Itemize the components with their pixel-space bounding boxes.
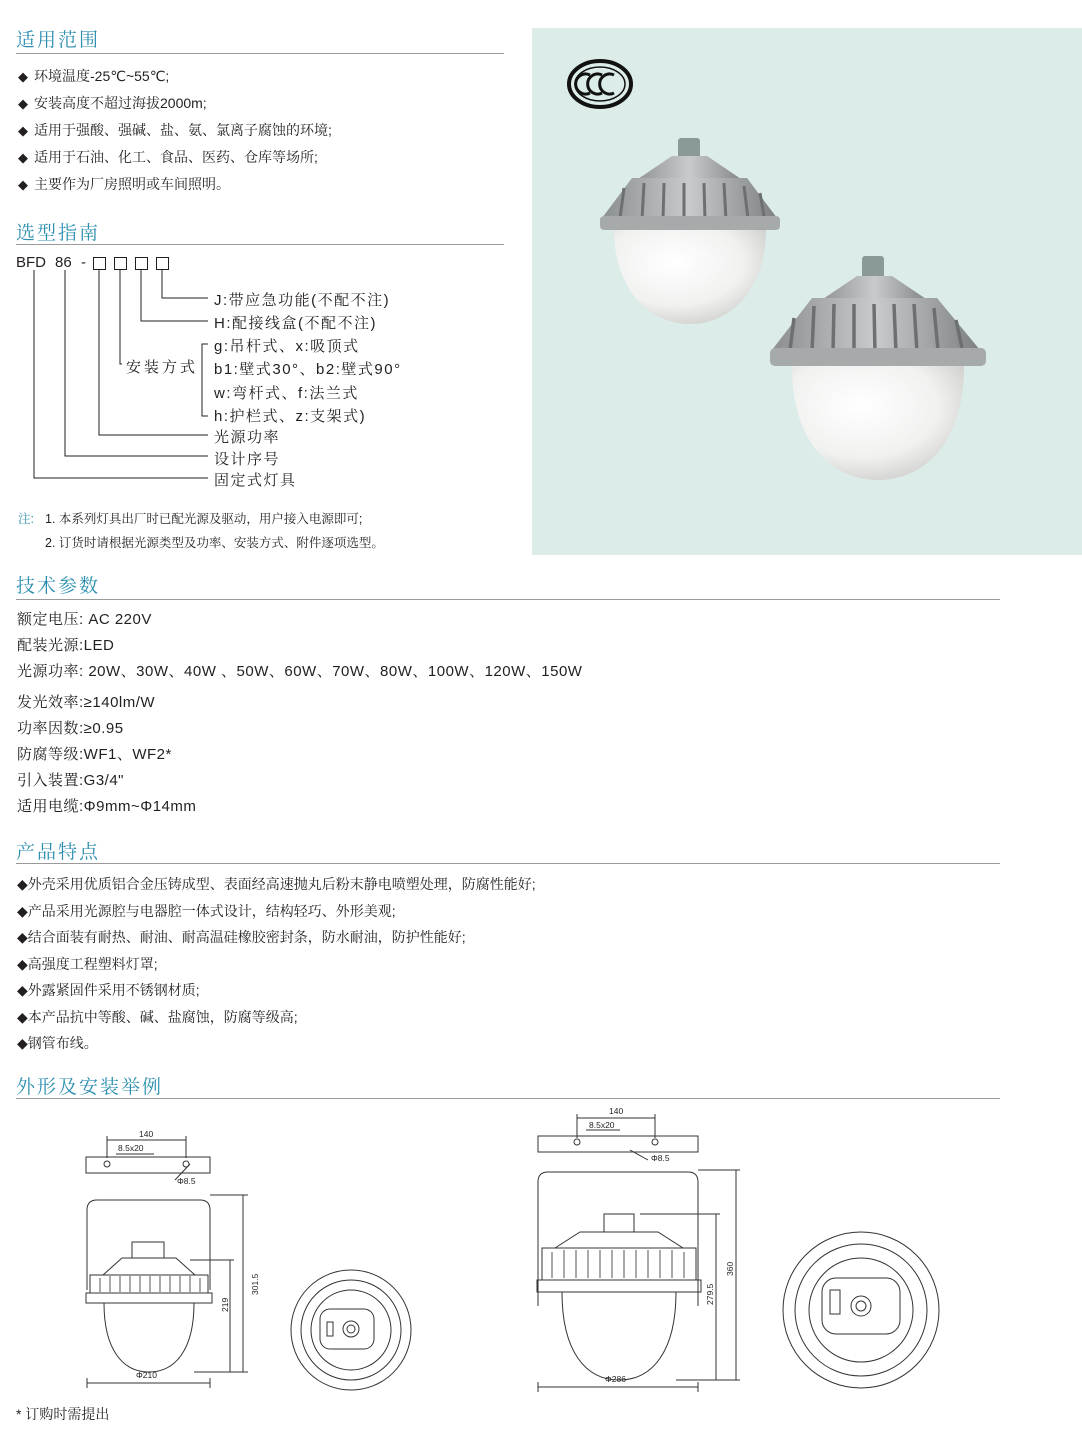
dim-large-hole: Φ8.5 (651, 1153, 670, 1163)
list-item: ◆产品采用光源腔与电器腔一体式设计，结构轻巧、外形美观; (17, 902, 396, 919)
model-dash: - (81, 254, 88, 271)
list-item: ◆ 适用于石油、化工、食品、医药、仓库等场所; (18, 144, 332, 171)
dim-large-body: 279.5 (705, 1283, 715, 1305)
footnote: * 订购时需提出 (16, 1406, 110, 1422)
spec-item: 功率因数:≥0.95 (17, 720, 124, 737)
dim-small-body: 219 (220, 1297, 230, 1312)
spec-item: 额定电压: AC 220V (17, 611, 152, 628)
tech-rule (16, 599, 1000, 600)
option-j: J:带应急功能(不配不注) (214, 292, 391, 309)
diamond-bullet-icon: ◆ (17, 876, 28, 892)
list-item: ◆外露紧固件采用不锈钢材质; (17, 982, 200, 998)
diamond-bullet-icon: ◆ (17, 1035, 28, 1051)
option-hz: h:护栏式、z:支架式) (214, 408, 367, 425)
dim-small-width: 140 (139, 1129, 154, 1139)
model-number: 86 (55, 254, 72, 271)
spec-item: 光源功率: 20W、30W、40W 、50W、60W、70W、80W、100W、120W、150W (17, 663, 583, 680)
option-b: b1:壁式30°、b2:壁式90° (214, 361, 402, 378)
scope-title: 适用范围 (16, 30, 101, 51)
list-item: ◆ 安装高度不超过海拔2000m; (18, 90, 332, 117)
small-bottom-view (291, 1270, 411, 1390)
note-2: 2. 订货时请根据光源类型及功率、安装方式、附件逐项选型。 (45, 536, 384, 550)
list-item: ◆本产品抗中等酸、碱、盐腐蚀，防腐等级高; (17, 1008, 298, 1025)
drawing-title: 外形及安装举例 (16, 1077, 164, 1098)
note-label: 注: (18, 512, 34, 526)
spec-item: 配装光源:LED (17, 637, 115, 654)
dim-large-diameter: Φ286 (605, 1374, 626, 1384)
large-side-view (537, 1114, 740, 1392)
diamond-bullet-icon: ◆ (17, 1008, 28, 1025)
spec-item: 防腐等级:WF1、WF2* (17, 746, 172, 763)
dim-small-hole: Φ8.5 (177, 1176, 196, 1186)
dim-small-total: 301.5 (250, 1273, 260, 1295)
list-item: ◆结合面装有耐热、耐油、耐高温硅橡胶密封条，防水耐油，防护性能好; (17, 929, 466, 945)
diamond-bullet-icon: ◆ (17, 982, 28, 998)
spec-item: 适用电缆:Φ9mm~Φ14mm (17, 798, 197, 815)
features-title: 产品特点 (16, 842, 101, 863)
option-g: g:吊杆式、x:吸顶式 (214, 338, 360, 355)
label-serial: 设计序号 (214, 451, 281, 468)
option-h: H:配接线盒(不配不注) (214, 315, 377, 332)
label-power: 光源功率 (214, 429, 281, 446)
list-item: ◆高强度工程塑料灯罩; (17, 955, 158, 972)
product-photo (532, 28, 1082, 555)
ccc-mark-icon (569, 61, 631, 107)
product-photo-panel (532, 28, 1082, 555)
diamond-bullet-icon: ◆ (18, 150, 28, 165)
small-lamp-image (600, 138, 780, 324)
diamond-bullet-icon: ◆ (18, 123, 28, 138)
model-prefix: BFD (16, 254, 46, 271)
list-item: ◆ 主要作为厂房照明或车间照明。 (18, 171, 332, 198)
diamond-bullet-icon: ◆ (18, 177, 28, 192)
diamond-bullet-icon: ◆ (17, 929, 28, 945)
list-item: ◆钢管布线。 (17, 1035, 98, 1051)
dim-small-slot: 8.5x20 (118, 1143, 144, 1153)
diamond-bullet-icon: ◆ (17, 902, 28, 919)
option-w: w:弯杆式、f:法兰式 (214, 385, 359, 402)
small-side-view (86, 1136, 248, 1388)
list-item: ◆ 环境温度-25℃~55℃; (18, 63, 332, 90)
label-fixed: 固定式灯具 (214, 472, 297, 489)
diamond-bullet-icon: ◆ (17, 955, 28, 972)
large-lamp-image (770, 256, 986, 480)
large-bottom-view (783, 1232, 939, 1388)
diamond-bullet-icon: ◆ (18, 96, 28, 111)
drawing-rule (16, 1098, 1000, 1099)
dim-large-width: 140 (609, 1106, 624, 1116)
dim-large-total: 360 (725, 1261, 735, 1276)
diamond-bullet-icon: ◆ (18, 69, 28, 84)
tech-list (17, 607, 582, 820)
dimension-labels (118, 1106, 735, 1384)
dim-small-diameter: Φ210 (136, 1370, 157, 1380)
features-rule (16, 863, 1000, 864)
mount-title: 安装方式 (126, 359, 199, 376)
features-list (17, 871, 536, 1057)
spec-item: 引入装置:G3/4" (17, 772, 125, 789)
list-item: ◆外壳采用优质铝合金压铸成型、表面经高速抛丸后粉末静电喷塑处理，防腐性能好; (17, 876, 536, 892)
spec-item: 发光效率:≥140lm/W (17, 694, 156, 711)
technical-drawings (0, 1100, 1082, 1400)
tech-title: 技术参数 (16, 576, 101, 597)
guide-title: 选型指南 (16, 223, 101, 244)
note-1: 1. 本系列灯具出厂时已配光源及驱动，用户接入电源即可; (45, 512, 363, 526)
list-item: ◆ 适用于强酸、强碱、盐、氨、氯离子腐蚀的环境; (18, 117, 332, 144)
dim-large-slot: 8.5x20 (589, 1120, 615, 1130)
